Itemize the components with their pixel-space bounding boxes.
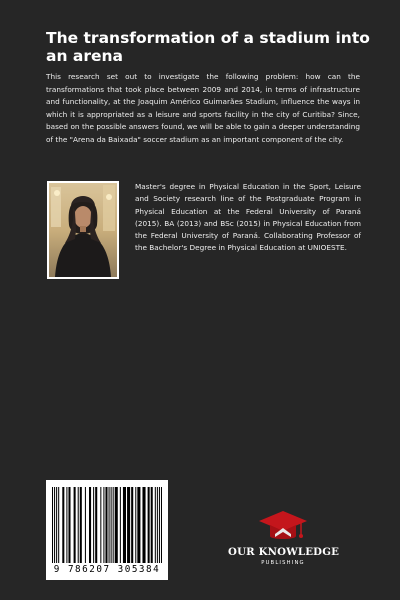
barcode-bar xyxy=(115,487,118,563)
barcode-bar xyxy=(113,487,114,563)
barcode-bar xyxy=(120,487,121,563)
barcode-bar xyxy=(137,487,140,563)
barcode-bar xyxy=(68,487,70,563)
barcode-bar xyxy=(157,487,158,563)
barcode-bar xyxy=(89,487,91,563)
barcode-bar xyxy=(111,487,112,563)
author-bio: Master's degree in Physical Education in the Sport, Leisure and Society research line of the Postgraduate Program in Physical Education at the Federal University of Paraná (2015). BA (2013) and BSc (2015) in Physical Education from the Federal University of Paraná. Collaborating Professor of the Bachelor's Degree in Physical Education at UNIOESTE. xyxy=(135,182,361,253)
barcode-bar xyxy=(142,487,145,563)
barcode-bar xyxy=(105,487,107,563)
barcode-bar xyxy=(62,487,64,563)
barcode-bar xyxy=(103,487,104,563)
barcode xyxy=(46,480,168,580)
publisher-name: OUR KNOWLEDGE xyxy=(228,546,340,558)
isbn-number: 9 786207 305384 xyxy=(53,564,161,575)
barcode-bar xyxy=(109,487,110,563)
barcode-bar xyxy=(135,487,136,563)
author-portrait-image xyxy=(49,183,117,277)
barcode-bar xyxy=(78,487,79,563)
barcode-bar xyxy=(123,487,126,563)
barcode-bar xyxy=(131,487,133,563)
graduation-cap-icon xyxy=(257,508,309,544)
publisher-block xyxy=(228,508,338,566)
publisher-subtitle: PUBLISHING xyxy=(261,560,305,566)
barcode-bar xyxy=(74,487,76,563)
barcode-bar xyxy=(151,487,153,563)
barcode-bar xyxy=(159,487,160,563)
barcode-bars xyxy=(52,487,162,563)
barcode-bar xyxy=(80,487,82,563)
barcode-bar xyxy=(58,487,59,563)
author-photo xyxy=(47,181,119,279)
barcode-bar xyxy=(56,487,57,563)
barcode-bar xyxy=(127,487,130,563)
barcode-bar xyxy=(155,487,156,563)
barcode-bar xyxy=(100,487,101,563)
barcode-bar xyxy=(93,487,94,563)
book-abstract: This research set out to investigate the following problem: how can the transformations that took place between 2009 and 2014, in terms of infrastructure and functionality, at the Joaquim Américo Guimarães Stadium, influence the ways in which it is appropriated as a leisure and sports facility in the city of Curitiba? Since, based on the possible answers found, we will be able to gain a deeper understanding of the "Arena da Baixada" soccer stadium as an important component of the city. xyxy=(46,72,360,144)
book-title: The transformation of a stadium into an arena xyxy=(46,29,370,65)
barcode-bar xyxy=(95,487,97,563)
barcode-bar xyxy=(161,487,162,563)
barcode-bar xyxy=(148,487,150,563)
barcode-bar xyxy=(54,487,55,563)
barcode-bar xyxy=(85,487,86,563)
barcode-bar xyxy=(66,487,67,563)
barcode-bar xyxy=(52,487,53,563)
